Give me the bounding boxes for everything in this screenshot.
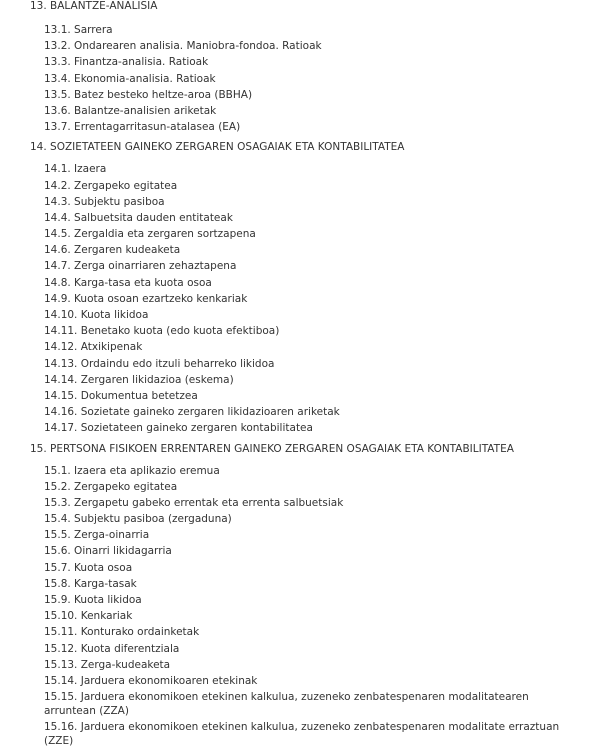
- toc-item: 13.1. Sarrera: [44, 24, 113, 36]
- toc-item: 15.11. Konturako ordainketak: [44, 626, 200, 639]
- toc-item: 14.9. Kuota osoan ezartzeko kenkariak: [44, 292, 248, 305]
- toc-item: 15.4. Subjektu pasiboa (zergaduna): [44, 513, 232, 526]
- toc-item: 13.5. Batez besteko heltze-aroa (BBHA): [44, 88, 253, 101]
- toc-item: 15.14. Jarduera ekonomikoaren etekinak: [44, 674, 258, 687]
- toc-item: 13.2. Ondarearen analisia. Maniobra-fondoa. Ratioak: [44, 40, 322, 53]
- toc-item: 14.4. Salbuetsita dauden entitateak: [44, 211, 233, 224]
- toc-item: 14.2. Zergapeko egitatea: [44, 179, 178, 192]
- toc-item: 14.7. Zerga oinarriaren zehaztapena: [44, 260, 237, 273]
- toc-item: 15.16. Jarduera ekonomikoen etekinen kalkulua, zuzeneko zenbatespenaren modalitate erraztuan (ZZE): [44, 721, 560, 748]
- toc-item: 15.5. Zerga-oinarria: [44, 529, 150, 542]
- toc-item: 15.10. Kenkariak: [44, 610, 133, 623]
- toc-item: 15.7. Kuota osoa: [44, 561, 133, 574]
- toc-item: 14.17. Sozietateen gaineko zergaren kontabilitatea: [44, 422, 313, 435]
- toc-item: 14.13. Ordaindu edo itzuli beharreko likidoa: [44, 357, 275, 370]
- toc-item: 13.3. Finantza-analisia. Ratioak: [44, 56, 209, 69]
- section-items: [0, 463, 600, 750]
- section-14: [0, 141, 600, 436]
- toc-item: 15.1. Izaera eta aplikazio eremua: [44, 464, 220, 477]
- section-items: [0, 22, 600, 135]
- toc-item: 14.3. Subjektu pasiboa: [44, 195, 165, 208]
- section-15: [0, 443, 600, 750]
- toc-item: 15.2. Zergapeko egitatea: [44, 480, 178, 493]
- toc-item: 14.15. Dokumentua betetzea: [44, 389, 198, 402]
- toc-item: 14.1. Izaera: [44, 163, 107, 176]
- section-heading: 14. SOZIETATEEN GAINEKO ZERGAREN OSAGAIAK ETA KONTABILITATEA: [30, 141, 405, 154]
- toc-item: 13.4. Ekonomia-analisia. Ratioak: [44, 72, 216, 85]
- toc-item: 14.12. Atxikipenak: [44, 341, 143, 354]
- toc-item: 14.11. Benetako kuota (edo kuota efektiboa): [44, 325, 280, 338]
- toc-item: 15.3. Zergapetu gabeko errentak eta errenta salbuetsiak: [44, 496, 344, 509]
- toc-item: 13.7. Errentagarritasun-atalasea (EA): [44, 121, 241, 134]
- toc-item: 14.16. Sozietate gaineko zergaren likidazioaren ariketak: [44, 406, 340, 419]
- section-items: [0, 161, 600, 436]
- toc-item: 14.8. Karga-tasa eta kuota osoa: [44, 276, 212, 289]
- section-13: [0, 0, 600, 135]
- toc-item: 14.14. Zergaren likidazioa (eskema): [44, 373, 234, 386]
- toc-item: 15.9. Kuota likidoa: [44, 594, 142, 606]
- toc-item: 15.13. Zerga-kudeaketa: [44, 658, 171, 671]
- toc-item: 15.12. Kuota diferentziala: [44, 642, 180, 655]
- toc-item: 14.6. Zergaren kudeaketa: [44, 244, 181, 257]
- section-heading: 13. BALANTZE-ANALISIA: [30, 0, 158, 12]
- section-heading: 15. PERTSONA FISIKOEN ERRENTAREN GAINEKO ZERGAREN OSAGAIAK ETA KONTABILITATEA: [30, 442, 514, 455]
- toc-item: 15.8. Karga-tasak: [44, 577, 137, 590]
- toc-item: 14.5. Zergaldia eta zergaren sortzapena: [44, 228, 256, 241]
- toc-item: 15.15. Jarduera ekonomikoen etekinen kalkulua, zuzeneko zenbatespenaren modalitatearen arruntean (ZZA): [44, 691, 529, 718]
- toc-item: 15.6. Oinarri likidagarria: [44, 545, 172, 558]
- toc-item: 14.10. Kuota likidoa: [44, 309, 149, 321]
- toc-item: 13.6. Balantze-analisien ariketak: [44, 104, 217, 117]
